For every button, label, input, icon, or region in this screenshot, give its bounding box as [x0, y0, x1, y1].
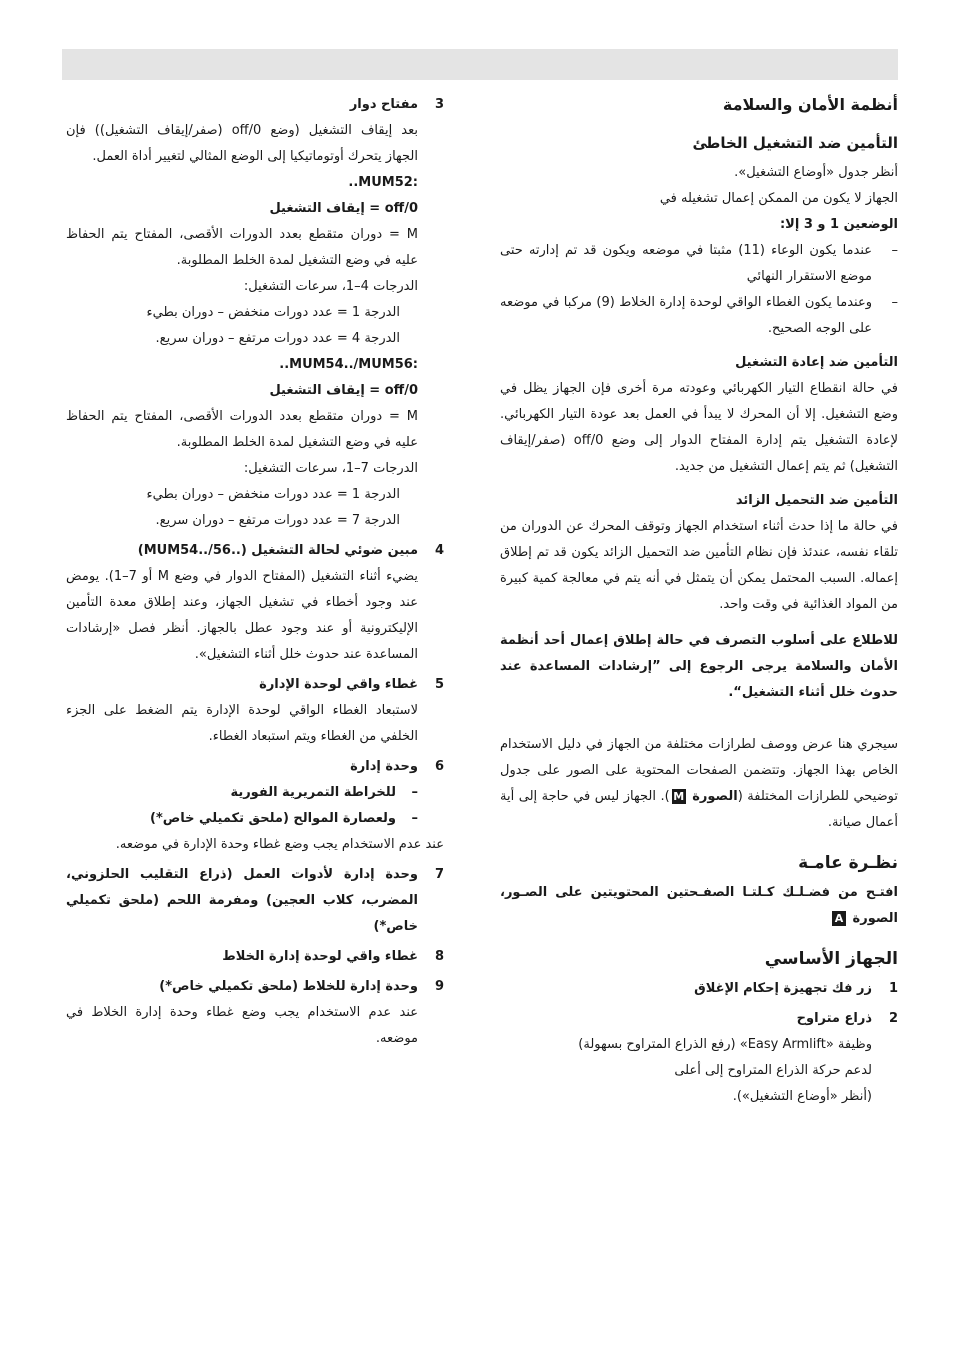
heading-restart-protection: التأمين ضد إعادة التشغيل — [735, 355, 898, 370]
section-title-safety: أنظمة الأمان والسلامة — [722, 95, 898, 114]
paragraph: الوضعين 1 و 3 إلا: — [779, 217, 898, 232]
list-item: 1 زر فك تجهيزة إحكام الإغلاق — [694, 981, 898, 996]
list-item: 5 غطاء واقي لوحدة الإدارة لاستبعاد الغطاء الواقي لوحدة الإدارة يتم الضغط على الجزء الخلفي من الغطاء ويتم استبعاد الغطاء. — [66, 677, 444, 744]
list-item: – عندما يكون الوعاء (11) مثبتا في موضعه ويكون قد تم إدارته حتى موضع الاستقرار النهائي — [500, 243, 898, 284]
paragraph: في حالة ما إذا حدث أثناء استخدام الجهاز وتوقف المحرك عن الدوران من تلقاء نفسه، عندئذ فإن نظام التأمين ضد التحميل الزائد يكون قد تم إطلاق إعماله. السبب المحتمل يمكن أن يتمثل في أنه يتم في معالجة كمية كبيرة من المواد الغذائية في وقت واحد. — [500, 519, 898, 612]
right-column — [500, 92, 898, 1110]
list-item: 3 مفتاح دوار بعد إيقاف التشغيل (وضع off/0 (صفر/إيقاف التشغيل)) فإن الجهاز يتحرك أوتوماتيكيا إلى الوضع المثالي لتغيير أداة العمل. ..MUM52: off/0 = إيقاف التشغيل M = دوران متقطع بعدد الدورات الأقصى، المفتاح يتم الحفاظ عليه في وضع التشغيل لمدة الخلط المطلوبة. الدرجات 4–1، سرعات التشغيل: الدرجة 1 = عدد دورات منخفض – دوران بطيء الدرجة 4 = عدد دورات مرتفع – دوران سريع. ..MUM54../MUM56: off/0 = إيقاف التشغيل M = دوران متقطع بعدد الدورات الأقصى، المفتاح يتم الحفاظ عليه في وضع التشغيل لمدة الخلط المطلوبة. الدرجات 7–1، سرعات التشغيل: الدرجة 1 = عدد دورات منخفض – دوران بطيء الدرجة 7 = عدد دورات مرتفع – دوران سريع. — [66, 97, 444, 528]
list-item: 4 مبين ضوئي لحالة التشغيل (..MUM54../56) يضيء أثناء التشغيل (المفتاح الدوار في وضع M أو 7–1). يومض عند وجود أخطاء في تشغيل الجهاز، وعند إطلاق معدة التأمين الإليكترونية أو عند وجود عطل بالجهاز. أنظر فصل «إرشادات المساعدة عند حدوث خلل أثناء التشغيل». — [66, 543, 444, 662]
figure-letter-icon: A — [832, 911, 846, 926]
list-item: – وعندما يكون الغطاء الواقي لوحدة إدارة الخلاط (9) مركبا في موضعه على الوجه الصحيح. — [500, 295, 898, 336]
heading-base-unit: الجهاز الأساسي — [764, 949, 898, 969]
list-item: 6 وحدة إدارة – للخراطة التمريرية الفورية – ولعصارة الموالح (ملحق تكميلي خاص*) — [150, 759, 444, 826]
list-item: 8 غطاء واقي لوحدة إدارة الخلاط — [222, 949, 444, 964]
list-item: 2 ذراع متراوح وظيفة «Easy Armlift» (رفع الذراع المتراوح بسهولة) لدعم حركة الذراع المتراوح إلى أعلى (أنظر «أوضاع التشغيل»). — [578, 1011, 898, 1104]
list-item: 7 وحدة إدارة لأدوات العمل (ذراع التقليب الحلزوني، المضرب، كلاب العجين) ومفرمة اللحم (ملحق تكميلي خاص*) — [66, 867, 444, 934]
paragraph: الجهاز لا يكون من الممكن إعمال تشغيله في — [659, 191, 898, 206]
heading-wrong-operation: التأمين ضد التشغيل الخاطئ — [692, 134, 898, 152]
paragraph-overview: افتـح من فضـلـك كـلتـا الصفـحتين المحتويتين على الصـور، الصورة A — [500, 885, 898, 926]
figure-letter-icon: M — [673, 790, 685, 803]
note-refer-help: للاطلاع على أسلوب التصرف في حالة إطلاق إعمال أحد أنظمة الأمان والسلامة يرجى الرجوع إلى ”إرشادات المساعدة عند حدوث خلل أثناء التشغيل“. — [500, 633, 898, 700]
paragraph: عند عدم الاستخدام يجب وضع غطاء وحدة الإدارة في موضعه. — [115, 837, 444, 852]
header-bar — [62, 49, 898, 80]
list-item: 9 وحدة إدارة للخلاط (ملحق تكميلي خاص*) عند عدم الاستخدام يجب وضع غطاء وحدة إدارة الخلاط في موضعه. — [66, 979, 444, 1046]
heading-overload-protection: التأمين ضد التحميل الزائد — [735, 493, 898, 508]
paragraph-models: سيجري هنا عرض ووصف لطرازات مختلفة من الجهاز في دليل الاستخدام الخاص بهذا الجهاز. وتتضمن الصفحات المحتوية على الصور على جدول توضيحي للطرازات المختلفة (الصورة M). الجهاز ليس في حاجة إلى أية أعمال صيانة. — [500, 737, 898, 830]
paragraph: أنظر جدول «أوضاع التشغيل». — [734, 165, 898, 180]
left-column — [66, 92, 444, 1052]
paragraph: في حالة انقطاع التيار الكهربائي وعودته مرة أخرى فإن الجهاز يظل في وضع التشغيل. إلا أن المحرك لا يبدأ في العمل بعد عودة التيار الكهربائي. لإعادة التشغيل يتم إدارة المفتاح الدوار إلى وضع off/0 (صفر/إيقاف التشغيل) ثم يتم إعمال التشغيل من جديد. — [500, 381, 898, 474]
heading-overview: نظـرة عامـة — [798, 853, 898, 873]
